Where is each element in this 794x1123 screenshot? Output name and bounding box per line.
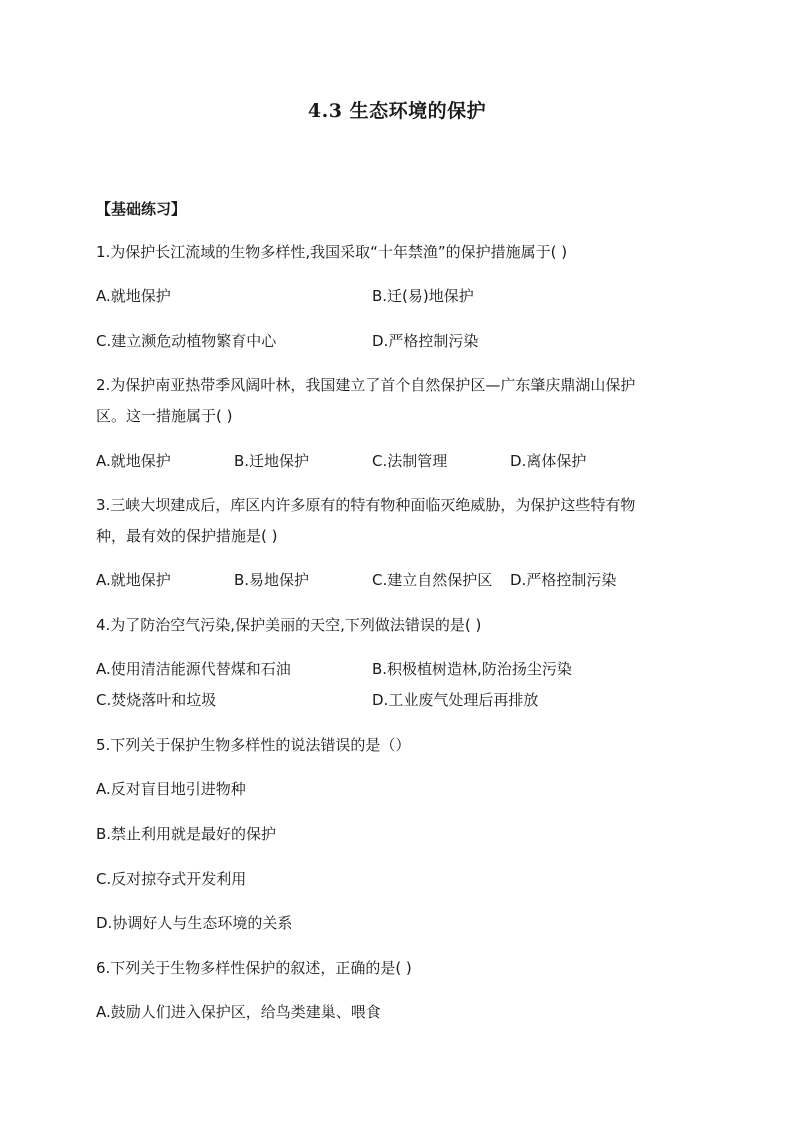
question-5-option-a: A.反对盲目地引进物种: [96, 780, 246, 798]
question-2-option-a: A.就地保护: [96, 452, 171, 470]
question-4-option-a: A.使用清洁能源代替煤和石油: [96, 660, 291, 678]
section-heading: 【基础练习】: [96, 200, 187, 218]
question-5-option-b: B.禁止利用就是最好的保护: [96, 825, 277, 843]
question-1-option-a: A.就地保护: [96, 287, 171, 305]
question-2-option-c: C.法制管理: [372, 452, 448, 470]
question-2-option-d: D.离体保护: [510, 452, 587, 470]
question-1-option-b: B.迁(易)地保护: [372, 287, 474, 305]
question-4-option-c: C.焚烧落叶和垃圾: [96, 691, 217, 709]
question-2-option-b: B.迁地保护: [234, 452, 310, 470]
question-6-option-a: A.鼓励人们进入保护区，给鸟类建巢、喂食: [96, 1003, 381, 1021]
question-3-option-c: C.建立自然保护区: [372, 571, 493, 589]
question-1-stem: 1.为保护长江流域的生物多样性,我国采取“十年禁渔”的保护措施属于( ): [96, 243, 568, 261]
question-4-option-d: D.工业废气处理后再排放: [372, 691, 539, 709]
question-5-option-c: C.反对掠夺式开发利用: [96, 870, 247, 888]
page-title: 4.3 生态环境的保护: [307, 100, 487, 122]
question-4-option-b: B.积极植树造林,防治扬尘污染: [372, 660, 572, 678]
question-5-stem: 5.下列关于保护生物多样性的说法错误的是（）: [96, 736, 411, 754]
question-1-option-d: D.严格控制污染: [372, 332, 479, 350]
question-3-option-b: B.易地保护: [234, 571, 310, 589]
question-6-stem: 6.下列关于生物多样性保护的叙述，正确的是( ): [96, 959, 412, 977]
question-4-stem: 4.为了防治空气污染,保护美丽的天空,下列做法错误的是( ): [96, 616, 482, 634]
question-3-stem-line-1: 3.三峡大坝建成后，库区内许多原有的特有物种面临灭绝威胁，为保护这些特有物: [96, 496, 636, 514]
question-2-stem-line-2: 区。这一措施属于( ): [96, 407, 233, 425]
question-2-stem-line-1: 2.为保护南亚热带季风阔叶林，我国建立了首个自然保护区—广东肇庆鼎湖山保护: [96, 376, 636, 394]
question-3-stem-line-2: 种，最有效的保护措施是( ): [96, 527, 278, 545]
question-1-option-c: C.建立濒危动植物繁育中心: [96, 332, 277, 350]
question-5-option-d: D.协调好人与生态环境的关系: [96, 914, 293, 932]
question-3-option-a: A.就地保护: [96, 571, 171, 589]
question-3-option-d: D.严格控制污染: [510, 571, 617, 589]
